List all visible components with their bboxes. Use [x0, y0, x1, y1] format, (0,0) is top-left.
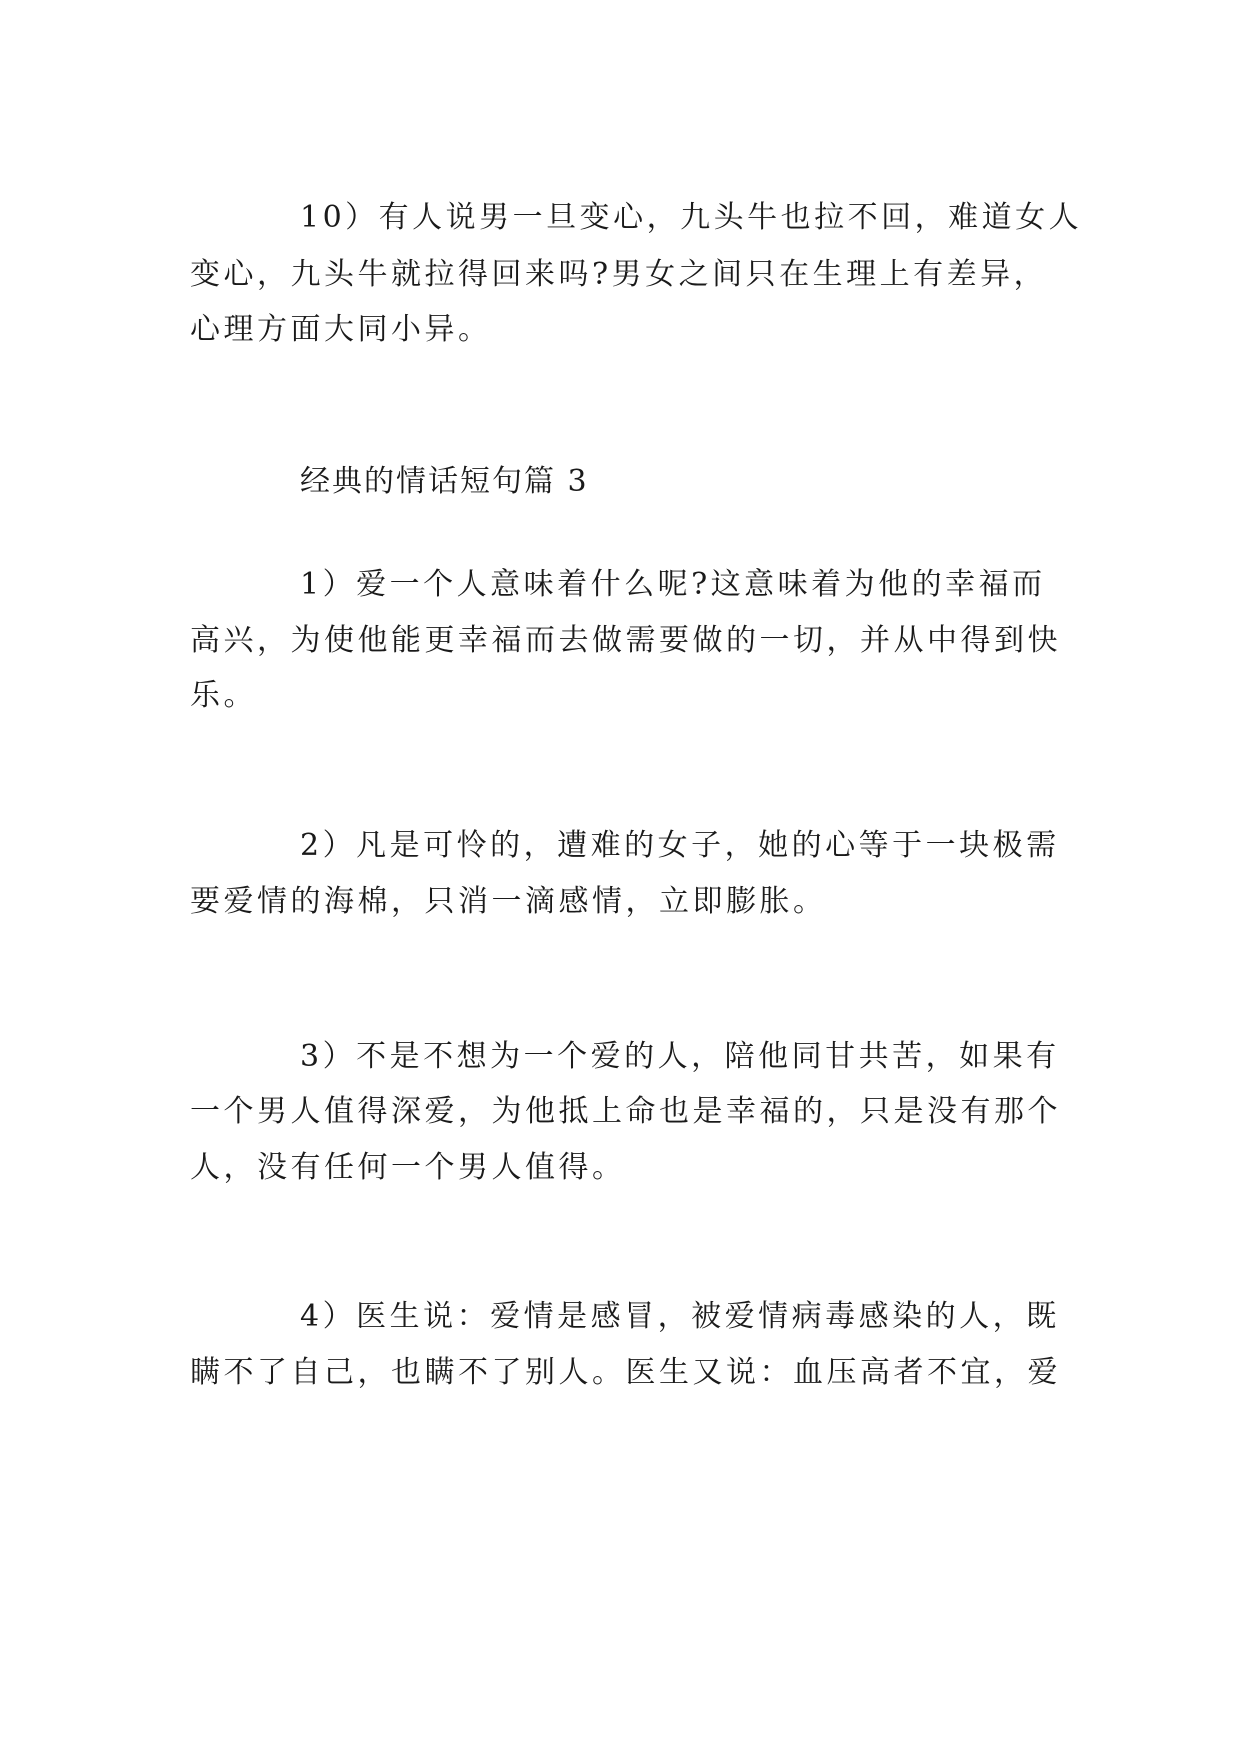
item-3-line-3: 人，没有任何一个男人值得。	[190, 1150, 626, 1185]
item-4-line-1: 4）医生说：爱情是感冒，被爱情病毒感染的人，既	[300, 1299, 1060, 1334]
section-heading: 经典的情话短句篇 3	[300, 464, 589, 499]
item-2-line-1: 2）凡是可怜的，遭难的女子，她的心等于一块极需	[300, 828, 1060, 863]
item-4-line-2: 瞒不了自己，也瞒不了别人。医生又说：血压高者不宜，爱	[190, 1355, 1061, 1390]
paragraph-10-line-1: 10）有人说男一旦变心，九头牛也拉不回，难道女人	[300, 200, 1083, 235]
item-3-line-1: 3）不是不想为一个爱的人，陪他同甘共苦，如果有	[300, 1039, 1060, 1074]
paragraph-10-line-2: 变心，九头牛就拉得回来吗?男女之间只在生理上有差异，	[190, 257, 1048, 292]
item-3-line-2: 一个男人值得深爱，为他抵上命也是幸福的，只是没有那个	[190, 1094, 1061, 1129]
item-1-line-3: 乐。	[190, 678, 257, 713]
item-2-line-2: 要爱情的海棉，只消一滴感情，立即膨胀。	[190, 884, 827, 919]
item-1-line-1: 1）爱一个人意味着什么呢?这意味着为他的幸福而	[300, 567, 1046, 602]
item-1-line-2: 高兴，为使他能更幸福而去做需要做的一切，并从中得到快	[190, 623, 1061, 658]
paragraph-10-line-3: 心理方面大同小异。	[190, 312, 492, 347]
